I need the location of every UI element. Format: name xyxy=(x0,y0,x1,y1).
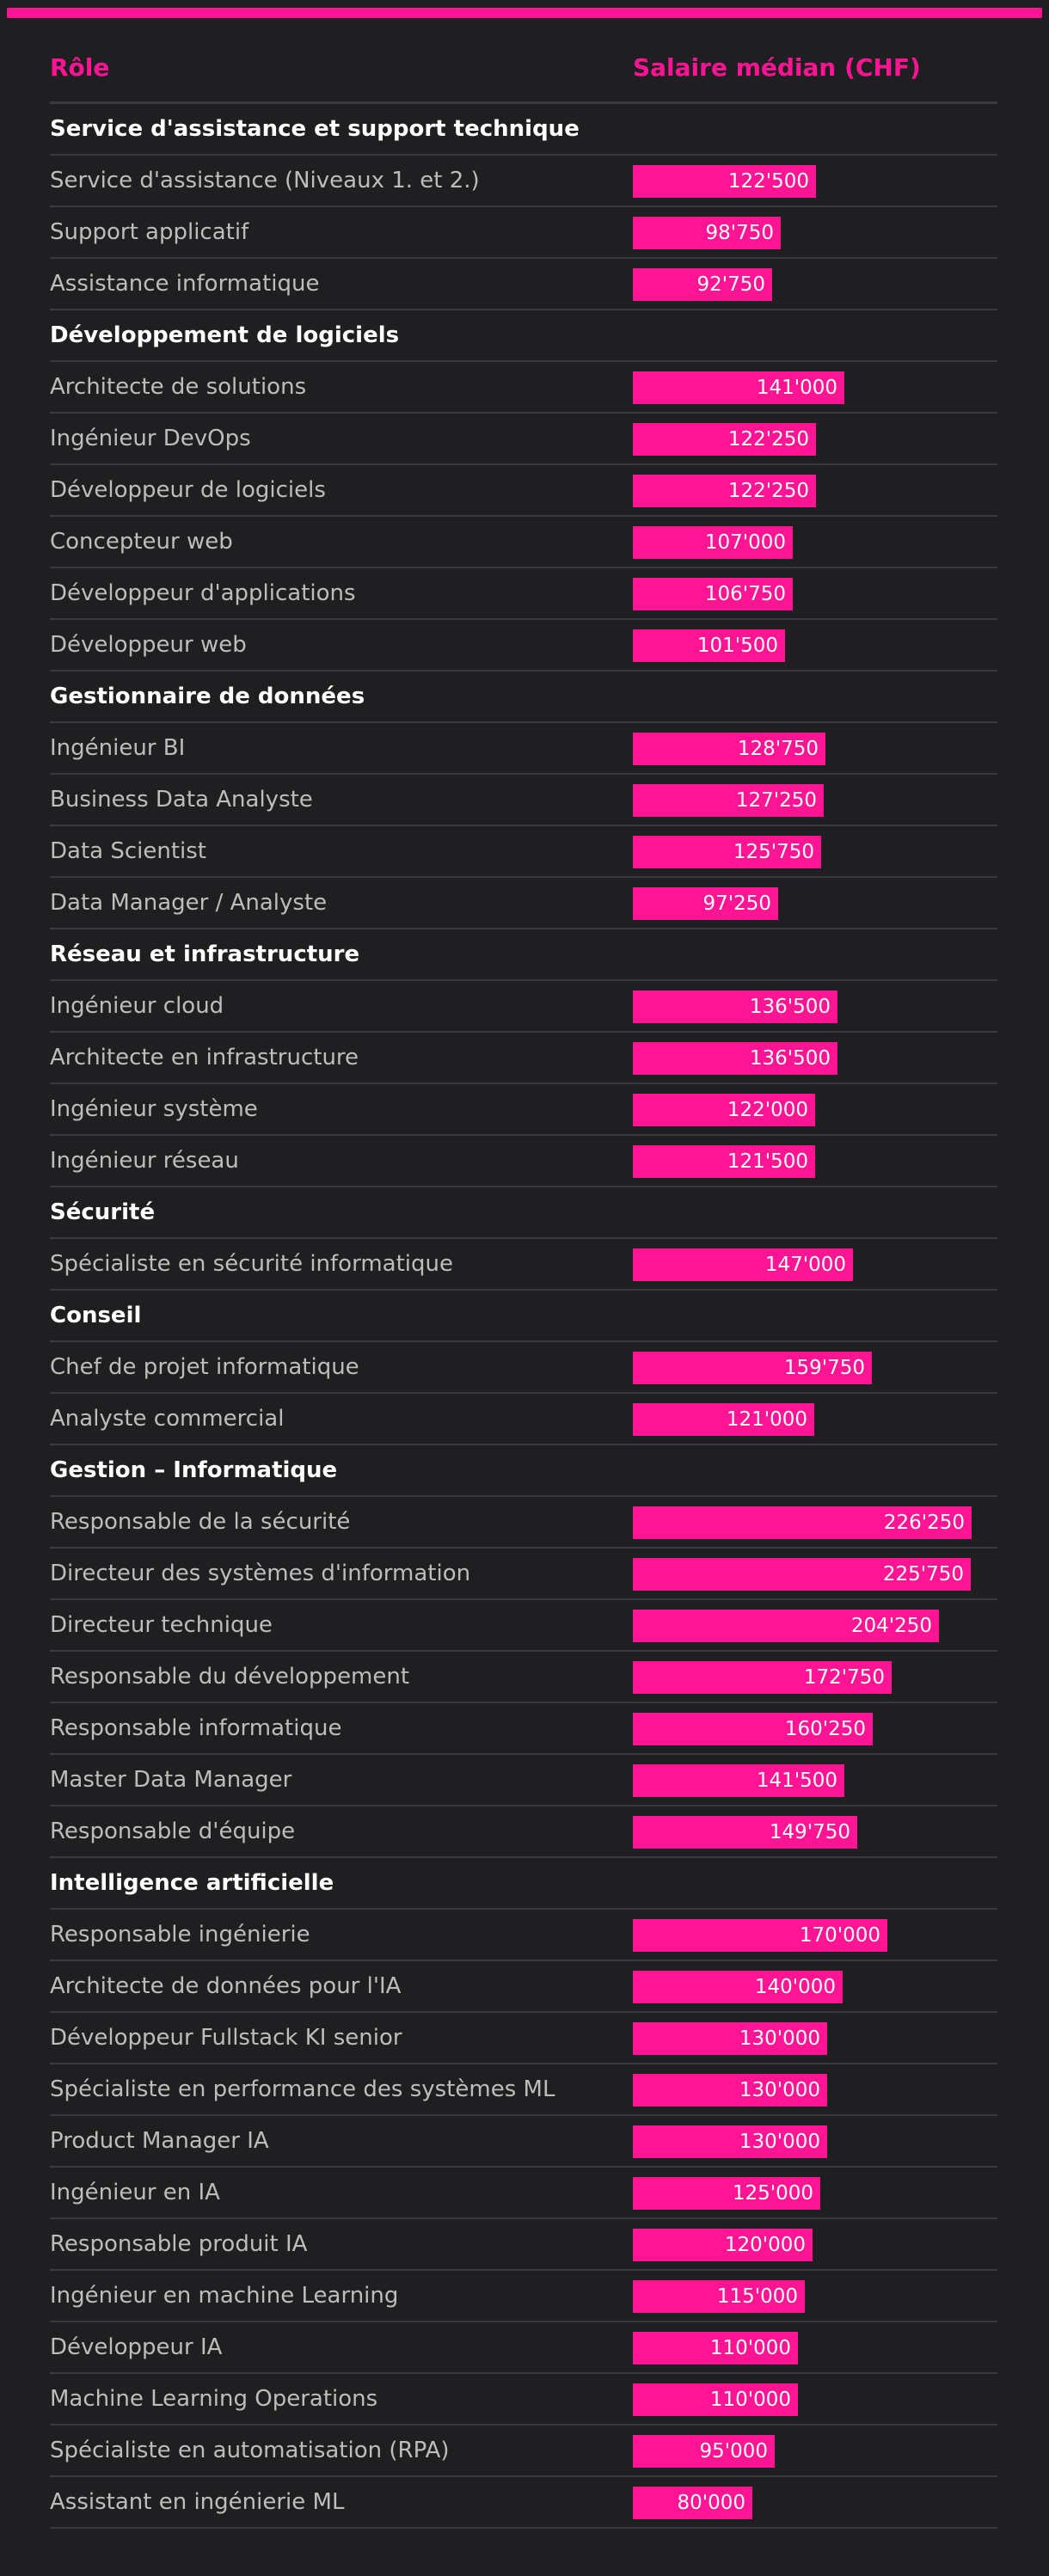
salary-bar xyxy=(633,1042,837,1075)
role-label: Responsable de la sécurité xyxy=(50,1509,351,1535)
salary-bar xyxy=(633,1661,892,1694)
section-title: Développement de logiciels xyxy=(50,322,400,348)
table-row xyxy=(50,2013,997,2064)
role-label: Spécialiste en sécurité informatique xyxy=(50,1251,453,1277)
salary-value: 140'000 xyxy=(754,1976,836,1998)
salary-bar xyxy=(633,165,816,198)
role-label: Architecte en infrastructure xyxy=(50,1045,359,1070)
section-title: Intelligence artificielle xyxy=(50,1870,334,1896)
role-label: Spécialiste en automatisation (RPA) xyxy=(50,2438,450,2463)
table-row xyxy=(50,1239,997,1291)
role-label: Machine Learning Operations xyxy=(50,2386,378,2412)
table-row xyxy=(50,2477,997,2529)
salary-value: 101'500 xyxy=(696,635,778,657)
section-row xyxy=(50,1445,997,1497)
role-label: Développeur IA xyxy=(50,2334,223,2360)
salary-bar xyxy=(633,2022,827,2055)
role-label: Responsable ingénierie xyxy=(50,1922,310,1947)
salary-value: 141'500 xyxy=(756,1769,837,1792)
salary-bar xyxy=(633,2383,798,2416)
section-title: Service d'assistance et support technique xyxy=(50,116,580,142)
table-row xyxy=(50,878,997,929)
salary-value: 122'250 xyxy=(727,480,809,502)
table-row xyxy=(50,517,997,568)
salary-value: 136'500 xyxy=(749,1047,831,1070)
salary-bar xyxy=(633,1919,887,1952)
salary-bar xyxy=(633,836,821,868)
section-title: Gestionnaire de données xyxy=(50,684,365,709)
role-label: Concepteur web xyxy=(50,529,233,555)
salary-bar xyxy=(633,1610,939,1642)
salary-bar xyxy=(633,475,816,507)
accent-top-bar xyxy=(7,8,1042,18)
role-label: Architecte de données pour l'IA xyxy=(50,1973,402,1999)
table-row xyxy=(50,2168,997,2219)
salary-bar xyxy=(633,371,844,404)
role-label: Développeur Fullstack KI senior xyxy=(50,2025,402,2051)
role-label: Développeur web xyxy=(50,632,247,658)
salary-bar xyxy=(633,784,824,817)
salary-bar xyxy=(633,2435,775,2468)
table-row xyxy=(50,1961,997,2013)
role-label: Directeur technique xyxy=(50,1612,273,1638)
role-label: Responsable du développement xyxy=(50,1664,410,1690)
salary-value: 120'000 xyxy=(724,2234,806,2256)
table-row xyxy=(50,156,997,207)
salary-bar xyxy=(633,1145,815,1178)
salary-value: 149'750 xyxy=(769,1821,850,1843)
salary-bar xyxy=(633,1403,814,1436)
table-row xyxy=(50,414,997,465)
role-label: Ingénieur système xyxy=(50,1096,258,1122)
table-row xyxy=(50,1652,997,1703)
role-label: Ingénieur cloud xyxy=(50,993,224,1019)
table-row xyxy=(50,2064,997,2116)
table-row xyxy=(50,568,997,620)
role-label: Service d'assistance (Niveaux 1. et 2.) xyxy=(50,168,480,193)
salary-value: 110'000 xyxy=(709,2337,791,2359)
section-title: Conseil xyxy=(50,1303,142,1328)
section-row xyxy=(50,104,997,156)
salary-value: 125'000 xyxy=(732,2182,813,2205)
salary-bar xyxy=(633,2229,813,2261)
salary-value: 121'000 xyxy=(726,1408,807,1431)
salary-value: 92'750 xyxy=(696,273,765,296)
table-row xyxy=(50,362,997,414)
table-header xyxy=(50,50,997,104)
role-label: Responsable d'équipe xyxy=(50,1819,296,1844)
section-title: Sécurité xyxy=(50,1199,156,1225)
table-row xyxy=(50,2116,997,2168)
salary-bar xyxy=(633,1764,844,1797)
salary-bar xyxy=(633,423,816,456)
role-label: Analyste commercial xyxy=(50,1406,285,1432)
table-row xyxy=(50,1033,997,1084)
table-row xyxy=(50,1755,997,1806)
salary-value: 107'000 xyxy=(704,531,786,554)
salary-value: 172'750 xyxy=(803,1666,885,1689)
role-label: Ingénieur en IA xyxy=(50,2180,220,2205)
role-label: Business Data Analyste xyxy=(50,787,313,813)
salary-value: 80'000 xyxy=(677,2492,745,2514)
table-row xyxy=(50,826,997,878)
role-label: Chef de projet informatique xyxy=(50,1354,359,1380)
salary-value: 122'000 xyxy=(727,1099,808,1121)
table-row xyxy=(50,1394,997,1445)
salary-bar xyxy=(633,1816,857,1849)
role-label: Ingénieur BI xyxy=(50,735,186,761)
role-label: Développeur d'applications xyxy=(50,580,356,606)
table-row xyxy=(50,1342,997,1394)
salary-bar xyxy=(633,578,793,610)
salary-value: 128'750 xyxy=(737,738,819,760)
salary-bar xyxy=(633,1558,971,1591)
table-row xyxy=(50,1084,997,1136)
role-label: Data Manager / Analyste xyxy=(50,890,328,916)
table-body xyxy=(50,104,997,2529)
salary-value: 147'000 xyxy=(764,1254,846,1276)
table-row xyxy=(50,1806,997,1858)
role-label: Directeur des systèmes d'information xyxy=(50,1561,471,1586)
section-title: Gestion – Informatique xyxy=(50,1457,338,1483)
salary-value: 121'500 xyxy=(727,1150,808,1173)
role-label: Support applicatif xyxy=(50,219,249,245)
salary-bar xyxy=(633,268,772,301)
salary-value: 159'750 xyxy=(783,1357,865,1379)
section-row xyxy=(50,1858,997,1910)
table-row xyxy=(50,1910,997,1961)
role-label: Ingénieur en machine Learning xyxy=(50,2283,399,2309)
table-row xyxy=(50,1497,997,1549)
section-title: Réseau et infrastructure xyxy=(50,941,360,967)
header-salary: Salaire médian (CHF) xyxy=(633,53,921,82)
salary-value: 204'250 xyxy=(850,1615,932,1637)
table-row xyxy=(50,2219,997,2271)
salary-value: 122'500 xyxy=(727,170,809,193)
salary-bar xyxy=(633,526,793,559)
salary-value: 127'250 xyxy=(735,789,817,812)
salary-bar xyxy=(633,1971,843,2003)
table-row xyxy=(50,1549,997,1600)
salary-value: 122'250 xyxy=(727,428,809,451)
salary-bar xyxy=(633,2487,752,2519)
table-row xyxy=(50,1600,997,1652)
role-label: Architecte de solutions xyxy=(50,374,307,400)
salary-value: 141'000 xyxy=(756,377,837,399)
table-row xyxy=(50,775,997,826)
salary-value: 130'000 xyxy=(739,2079,820,2101)
salary-bar xyxy=(633,733,825,765)
role-label: Data Scientist xyxy=(50,838,206,864)
role-label: Développeur de logiciels xyxy=(50,477,326,503)
table-row xyxy=(50,723,997,775)
role-label: Master Data Manager xyxy=(50,1767,292,1793)
salary-bar xyxy=(633,1094,815,1126)
role-label: Assistance informatique xyxy=(50,271,320,297)
salary-bar xyxy=(633,2177,820,2210)
table-row xyxy=(50,1703,997,1755)
salary-bar xyxy=(633,2125,827,2158)
salary-bar xyxy=(633,1352,872,1384)
salary-value: 95'000 xyxy=(699,2440,768,2463)
salary-bar xyxy=(633,2074,827,2107)
role-label: Ingénieur DevOps xyxy=(50,426,251,451)
table-row xyxy=(50,981,997,1033)
table-row xyxy=(50,207,997,259)
salary-bar xyxy=(633,2332,798,2364)
salary-bar xyxy=(633,1713,873,1745)
salary-value: 225'750 xyxy=(882,1563,964,1585)
salary-value: 160'250 xyxy=(784,1718,866,1740)
salary-bar xyxy=(633,887,778,920)
salary-bar xyxy=(633,991,837,1023)
salary-value: 130'000 xyxy=(739,2027,820,2050)
role-label: Assistant en ingénierie ML xyxy=(50,2489,345,2515)
salary-bar xyxy=(633,1506,972,1539)
table-row xyxy=(50,1136,997,1187)
salary-bar xyxy=(633,1248,853,1281)
section-row xyxy=(50,929,997,981)
table-row xyxy=(50,2426,997,2477)
role-label: Spécialiste en performance des systèmes ML xyxy=(50,2076,555,2102)
salary-value: 106'750 xyxy=(704,583,786,605)
salary-value: 125'750 xyxy=(733,841,814,863)
salary-bar xyxy=(633,2280,805,2313)
role-label: Responsable informatique xyxy=(50,1715,342,1741)
role-label: Ingénieur réseau xyxy=(50,1148,239,1174)
salary-value: 110'000 xyxy=(709,2389,791,2411)
salary-bar xyxy=(633,217,781,249)
table-row xyxy=(50,465,997,517)
salary-value: 170'000 xyxy=(799,1924,880,1947)
salary-value: 130'000 xyxy=(739,2131,820,2153)
salary-table xyxy=(50,50,997,2529)
section-row xyxy=(50,1187,997,1239)
salary-bar xyxy=(633,629,785,662)
table-row xyxy=(50,2374,997,2426)
section-row xyxy=(50,310,997,362)
table-row xyxy=(50,620,997,672)
table-row xyxy=(50,2322,997,2374)
salary-value: 98'750 xyxy=(705,222,774,244)
role-label: Product Manager IA xyxy=(50,2128,269,2154)
salary-value: 115'000 xyxy=(716,2285,798,2308)
role-label: Responsable produit IA xyxy=(50,2231,308,2257)
section-row xyxy=(50,1291,997,1342)
salary-value: 97'250 xyxy=(702,892,771,915)
section-row xyxy=(50,672,997,723)
salary-value: 136'500 xyxy=(749,996,831,1018)
header-role: Rôle xyxy=(50,53,110,82)
table-row xyxy=(50,2271,997,2322)
table-row xyxy=(50,259,997,310)
salary-value: 226'250 xyxy=(883,1512,965,1534)
